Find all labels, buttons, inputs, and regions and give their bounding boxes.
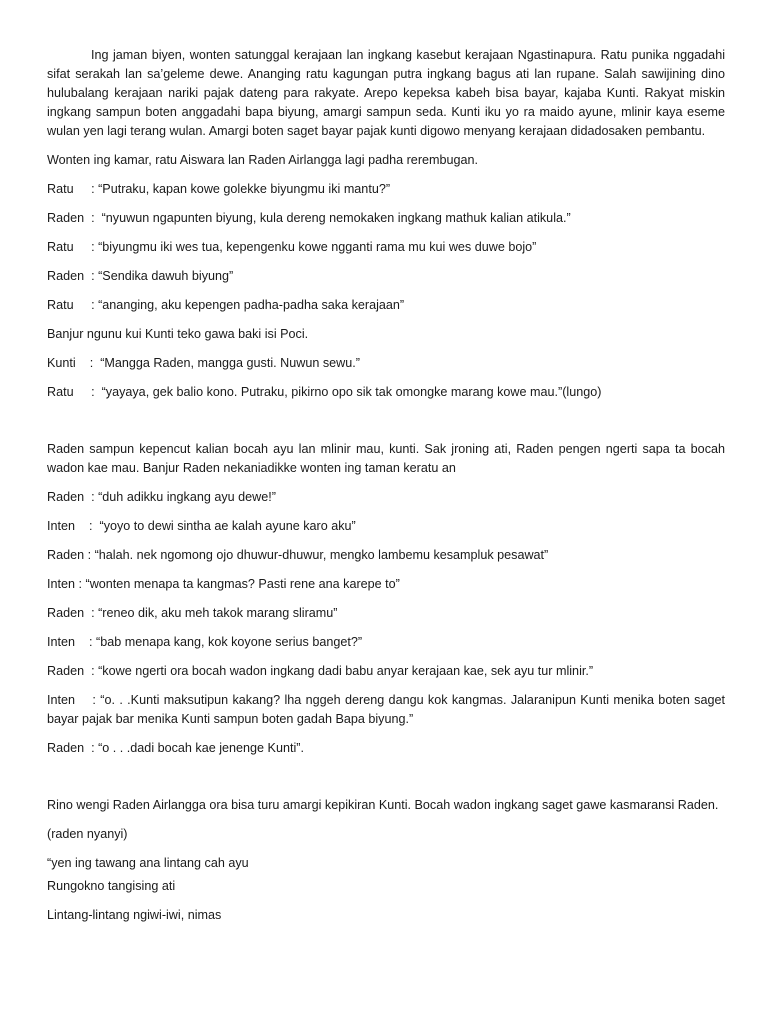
dialog-line bbox=[47, 238, 725, 257]
dialog-text: “yayaya, gek balio kono. Putraku, pikirno opo sik tak omongke marang kowe mau.”(lungo) bbox=[101, 385, 602, 399]
dialog-line bbox=[47, 354, 725, 373]
dialog-text: “biyungmu iki wes tua, kepengenku kowe ngganti rama mu kui wes duwe bojo” bbox=[98, 240, 537, 254]
speaker-label: Inten : bbox=[47, 693, 101, 707]
dialog-line bbox=[47, 383, 725, 402]
song-verse-line: “yen ing tawang ana lintang cah ayu bbox=[47, 856, 249, 870]
narration-paragraph: Ing jaman biyen, wonten satunggal kerajaan lan ingkang kasebut kerajaan Ngastinapura. Ratu punika nggadahi sifat serakah lan sa’geleme dewe. Ananging ratu kagungan putra ingkang bagus ati lan rupane. Salah sawijining dino hulubalang kerajaan nariki pajak dateng para rakyate. Arepo kepeksa kabeh bisa bayar, kajaba Kunti. Rakyat miskin ingkang sampun boten anggadahi bapa biyung, amargi sampun seda. Kunti iku yo ra maido ayune, mlinir kaya eseme wulan yen lagi terang wulan. Amargi boten saget bayar pajak kunti digowo menyang kerajaan didadosaken pembantu. bbox=[47, 48, 725, 138]
dialog-line bbox=[47, 662, 725, 681]
dialog-line bbox=[47, 691, 725, 729]
speaker-label: Inten : bbox=[47, 519, 100, 533]
speaker-label: Kunti : bbox=[47, 356, 101, 370]
speaker-label: Raden : bbox=[47, 211, 102, 225]
dialog-line bbox=[47, 296, 725, 315]
dialog-text: “duh adikku ingkang ayu dewe!” bbox=[98, 490, 276, 504]
speaker-label: Raden : bbox=[47, 741, 99, 755]
dialog-text: “ananging, aku kepengen padha-padha saka kerajaan” bbox=[98, 298, 405, 312]
narration-paragraph: Wonten ing kamar, ratu Aiswara lan Raden Airlangga lagi padha rerembugan. bbox=[47, 153, 479, 167]
dialog-line bbox=[47, 575, 725, 594]
dialog-line bbox=[47, 546, 725, 565]
dialog-line bbox=[47, 739, 725, 758]
speaker-label: Inten : bbox=[47, 635, 97, 649]
dialog-text: “o . . .dadi bocah kae jenenge Kunti”. bbox=[98, 741, 304, 755]
dialog-line bbox=[47, 633, 725, 652]
dialog-line bbox=[47, 488, 725, 507]
narration-paragraph: Rino wengi Raden Airlangga ora bisa turu amargi kepikiran Kunti. Bocah wadon ingkang saget gawe kasmaransi Raden. bbox=[47, 798, 719, 812]
document-page bbox=[47, 46, 725, 925]
dialog-text: “Mangga Raden, mangga gusti. Nuwun sewu.” bbox=[100, 356, 360, 370]
dialog-text: “Sendika dawuh biyung” bbox=[98, 269, 234, 283]
speaker-label: Inten : bbox=[47, 577, 86, 591]
song-verse-line: Lintang-lintang ngiwi-iwi, nimas bbox=[47, 908, 222, 922]
speaker-label: Raden : bbox=[47, 490, 99, 504]
stage-direction: (raden nyanyi) bbox=[47, 827, 128, 841]
narration-paragraph: Banjur ngunu kui Kunti teko gawa baki isi Poci. bbox=[47, 327, 309, 341]
speaker-label: Raden : bbox=[47, 664, 99, 678]
speaker-label: Raden : bbox=[47, 548, 95, 562]
narration-paragraph: Raden sampun kepencut kalian bocah ayu lan mlinir mau, kunti. Sak jroning ati, Raden pengen ngerti sapa ta bocah wadon kae mau. Banjur Raden nekaniadikke wonten ing taman keratu an bbox=[47, 442, 725, 475]
dialog-line bbox=[47, 604, 725, 623]
dialog-text: “nyuwun ngapunten biyung, kula dereng nemokaken ingkang mathuk kalian atikula.” bbox=[101, 211, 571, 225]
speaker-label: Ratu : bbox=[47, 240, 99, 254]
dialog-text: “kowe ngerti ora bocah wadon ingkang dadi babu anyar kerajaan kae, sek ayu tur mlinir.” bbox=[98, 664, 594, 678]
speaker-label: Ratu : bbox=[47, 385, 102, 399]
song-verse-line: Rungokno tangising ati bbox=[47, 879, 176, 893]
dialog-text: “o. . .Kunti maksutipun kakang? lha nggeh dereng dangu kok kangmas. Jalaranipun Kunti menika boten saget bayar pajak bar menika Kunti sampun boten gadah Bapa biyung.” bbox=[47, 693, 725, 726]
dialog-text: “wonten menapa ta kangmas? Pasti rene ana karepe to” bbox=[85, 577, 400, 591]
dialog-line bbox=[47, 209, 725, 228]
speaker-label: Raden : bbox=[47, 606, 99, 620]
dialog-text: “yoyo to dewi sintha ae kalah ayune karo aku” bbox=[99, 519, 356, 533]
dialog-text: “Putraku, kapan kowe golekke biyungmu iki mantu?” bbox=[98, 182, 391, 196]
dialog-text: “halah. nek ngomong ojo dhuwur-dhuwur, mengko lambemu kesampluk pesawat” bbox=[94, 548, 549, 562]
dialog-line bbox=[47, 267, 725, 286]
dialog-line bbox=[47, 180, 725, 199]
speaker-label: Ratu : bbox=[47, 298, 99, 312]
dialog-text: “reneo dik, aku meh takok marang sliramu” bbox=[98, 606, 338, 620]
dialog-line bbox=[47, 517, 725, 536]
speaker-label: Raden : bbox=[47, 269, 99, 283]
speaker-label: Ratu : bbox=[47, 182, 99, 196]
dialog-text: “bab menapa kang, kok koyone serius banget?” bbox=[96, 635, 363, 649]
